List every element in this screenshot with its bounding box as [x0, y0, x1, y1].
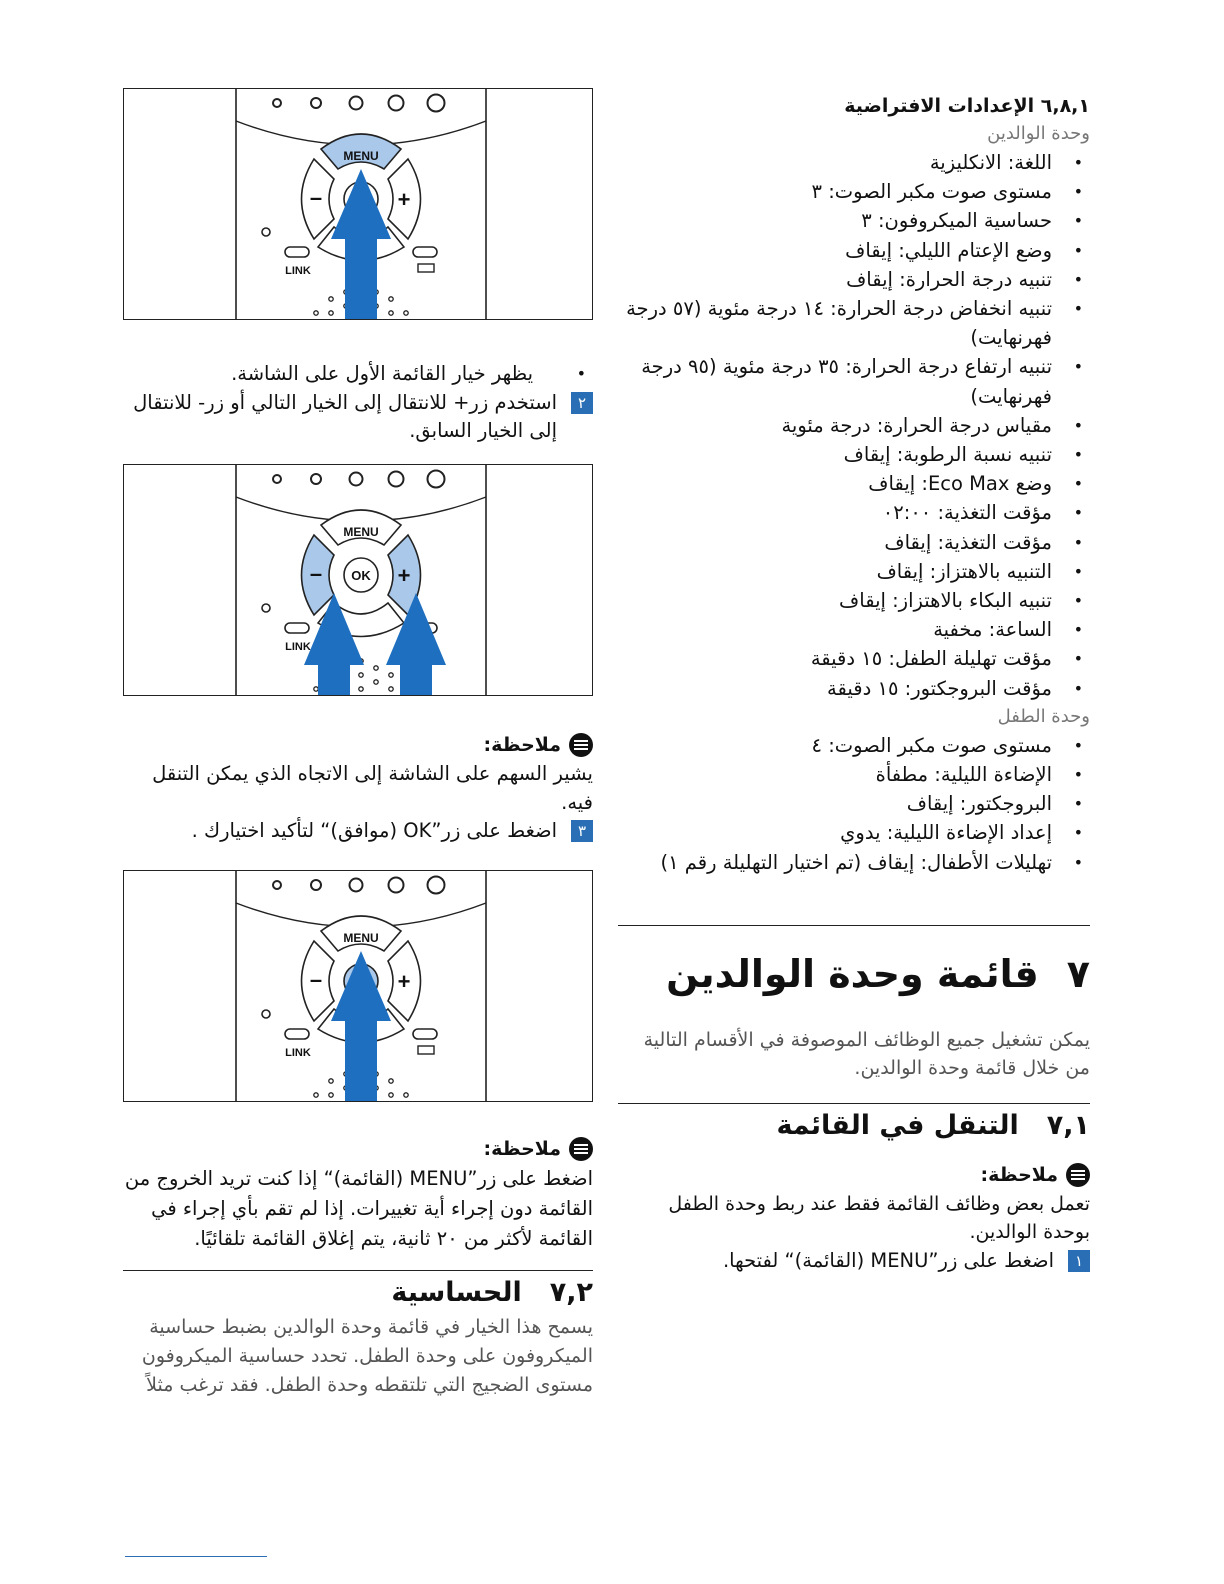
setting-item: • تنبيه نسبة الرطوبة: إيقاف: [618, 440, 1090, 469]
setting-item: • مستوى صوت مكبر الصوت: ٣: [618, 177, 1090, 206]
left-text-block-3: [123, 1134, 593, 1400]
setting-item: • إعداد الإضاءة الليلية: يدوي: [618, 818, 1090, 847]
note-icon: [569, 1137, 593, 1161]
setting-item: • تنبيه ارتفاع درجة الحرارة: ٣٥ درجة مئوية (٩٥ درجة فهرنهايت): [618, 352, 1090, 410]
svg-text:–: –: [309, 561, 323, 586]
link-button: [285, 623, 309, 633]
svg-text:LINK: LINK: [285, 265, 311, 277]
note-text: يشير السهم على الشاشة إلى الاتجاه الذي يمكن التنقل فيه.: [152, 762, 593, 814]
note-label: ملاحظة:: [483, 1138, 561, 1160]
section-divider: [123, 1270, 593, 1271]
figure-menu-press: [123, 88, 593, 320]
setting-item: • وضع Eco Max: إيقاف: [618, 469, 1090, 498]
note-label: ملاحظة:: [483, 734, 561, 756]
svg-text:LINK: LINK: [285, 1047, 311, 1059]
sensitivity-section-number: ٧,٢: [549, 1277, 593, 1308]
battery-button: [413, 247, 437, 257]
link-button: [285, 1029, 309, 1039]
indicator-leds: [273, 877, 445, 894]
setting-item: • البروجكتور: إيقاف: [618, 789, 1090, 818]
svg-text:+: +: [397, 969, 411, 994]
left-text-block-2: [123, 730, 593, 846]
nav-section-title: [618, 1106, 1090, 1146]
chapter-title: [618, 946, 1090, 1002]
section-divider: [618, 1103, 1090, 1104]
note-heading: [618, 1160, 1090, 1190]
svg-text:MENU: MENU: [343, 149, 379, 163]
chapter-divider: [618, 925, 1090, 926]
sensitivity-title-text: الحساسية: [391, 1277, 522, 1308]
setting-item: • الساعة: مخفية: [618, 615, 1090, 644]
setting-item: • الإضاءة الليلية: مطفأة: [618, 760, 1090, 789]
svg-text:OK: OK: [351, 568, 371, 583]
setting-item: • تنبيه البكاء بالاهتزاز: إيقاف: [618, 586, 1090, 615]
svg-text:MENU: MENU: [343, 525, 379, 539]
battery-button: [413, 1029, 437, 1039]
step-2: [123, 389, 593, 446]
note-text: اضغط على زر”MENU (القائمة)“ إذا كنت تريد الخروج من القائمة دون إجراء أية تغييرات. إذا لم تقم بأي إجراء في القائمة لأكثر من ٢٠ ثانية، يتم إغلاق القائمة تلقائيًا.: [124, 1167, 593, 1250]
sensitivity-text: يسمح هذا الخيار في قائمة وحدة الوالدين بضبط حساسية الميكروفون على وحدة الطفل. تحدد حساسية الميكروفون مستوى الضجيج التي تلتقطه وحدة الطفل. فقد ترغب مثلاً: [141, 1316, 593, 1396]
chapter-intro: يمكن تشغيل جميع الوظائف الموصوفة في الأقسام التالية من خلال قائمة وحدة الوالدين.: [643, 1028, 1090, 1080]
note-heading: [123, 730, 593, 760]
note-label: ملاحظة:: [980, 1163, 1058, 1186]
right-column: [618, 92, 1090, 1275]
setting-item: • مؤقت التغذية: إيقاف: [618, 528, 1090, 557]
setting-item: • مؤقت التغذية: ٠٢:٠٠: [618, 498, 1090, 527]
chapter-number: ٧: [1066, 951, 1090, 996]
setting-item: • تنبيه انخفاض درجة الحرارة: ١٤ درجة مئوية (٥٧ درجة فهرنهايت): [618, 294, 1090, 352]
setting-item: • مستوى صوت مكبر الصوت: ٤: [618, 731, 1090, 760]
svg-text:MENU: MENU: [343, 931, 379, 945]
defaults-heading: ٦,٨,١ الإعدادات الافتراضية: [844, 95, 1090, 117]
baby-defaults-list: [618, 731, 1090, 877]
link-button: [285, 247, 309, 257]
nav-section-title-text: التنقل في القائمة: [776, 1109, 1019, 1141]
svg-text:+: +: [397, 563, 411, 588]
step-text: استخدم زر+ للانتقال إلى الخيار التالي أو زر- للانتقال إلى الخيار السابق.: [133, 390, 557, 442]
setting-item: • حساسية الميكروفون: ٣: [618, 206, 1090, 235]
note-heading: [123, 1134, 593, 1164]
setting-item: • مؤقت البروجكتور: ١٥ دقيقة: [618, 674, 1090, 703]
svg-text:LINK: LINK: [285, 641, 311, 653]
press-arrow: [386, 593, 446, 695]
nav-section-number: ٧,١: [1046, 1109, 1090, 1141]
svg-text:–: –: [309, 185, 323, 210]
parent-defaults-list: [618, 148, 1090, 703]
setting-item: • مؤقت تهليلة الطفل: ١٥ دقيقة: [618, 644, 1090, 673]
note-icon: [569, 733, 593, 757]
step-number: ٣: [571, 820, 593, 842]
parent-unit-label: وحدة الوالدين: [987, 123, 1090, 144]
footer-rule: [125, 1556, 267, 1557]
svg-text:–: –: [309, 967, 323, 992]
indicator-leds: [273, 95, 445, 112]
setting-item: • تهليلات الأطفال: إيقاف (تم اختيار التهليلة رقم ١): [618, 848, 1090, 877]
figure-ok-press: [123, 870, 593, 1102]
figure-plus-minus-press: [123, 464, 593, 696]
step-text: اضغط على زر”OK (موافق)“ لتأكيد اختيارك .: [191, 819, 557, 842]
setting-item: • اللغة: الانكليزية: [618, 148, 1090, 177]
step-text: اضغط على زر”MENU (القائمة)“ لفتحها.: [722, 1248, 1054, 1272]
indicator-leds: [273, 471, 445, 488]
setting-item: • تنبيه درجة الحرارة: إيقاف: [618, 265, 1090, 294]
step-3: [123, 817, 593, 846]
step-number: ١: [1068, 1250, 1090, 1272]
chapter-title-text: قائمة وحدة الوالدين: [666, 951, 1039, 996]
sensitivity-section-title: [123, 1273, 593, 1313]
setting-item: • وضع الإعتام الليلي: إيقاف: [618, 236, 1090, 265]
setting-item: • مقياس درجة الحرارة: درجة مئوية: [618, 411, 1090, 440]
setting-item: • التنبيه بالاهتزاز: إيقاف: [618, 557, 1090, 586]
svg-text:+: +: [397, 187, 411, 212]
baby-unit-label: وحدة الطفل: [997, 705, 1090, 727]
step-1: [618, 1247, 1090, 1276]
bullet-menu-appears: • يظهر خيار القائمة الأول على الشاشة.: [123, 360, 593, 389]
note-icon: [1066, 1163, 1090, 1187]
note-text: تعمل بعض وظائف القائمة فقط عند ربط وحدة الطفل بوحدة الوالدين.: [668, 1192, 1090, 1244]
step-number: ٢: [571, 392, 593, 414]
left-text-block-1: [123, 360, 593, 446]
